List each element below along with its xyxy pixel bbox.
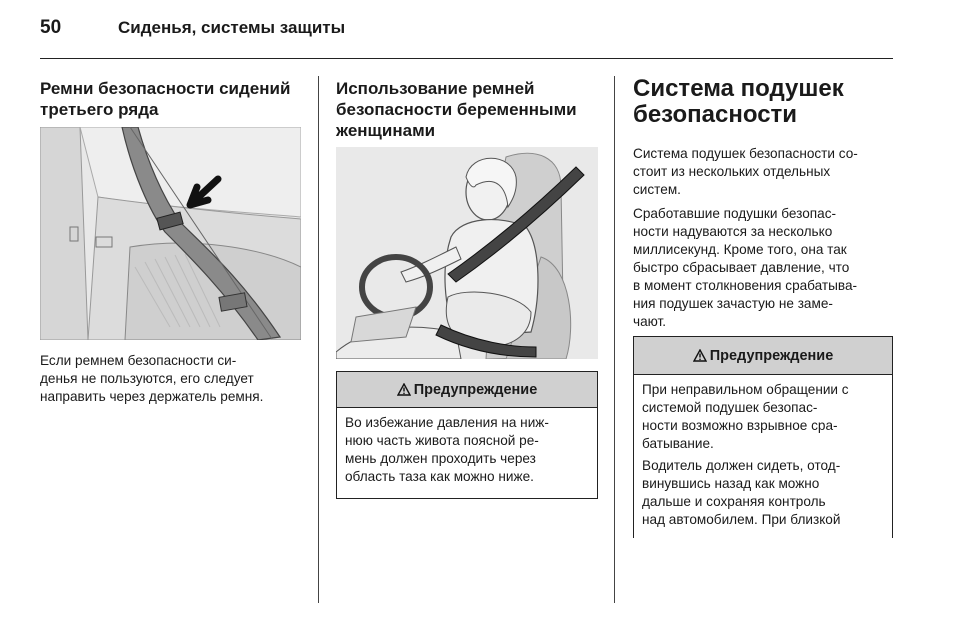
warning-line: Водитель должен сидеть, отод- (642, 458, 841, 473)
warning-line: системой подушек безопас- (642, 400, 818, 415)
heading-line: женщинами (336, 121, 436, 140)
text-line: Сработавшие подушки безопас- (633, 206, 837, 221)
warning-title: Предупреждение (709, 348, 834, 364)
warning-body (337, 408, 597, 486)
col2-heading (336, 78, 606, 141)
heading-line: третьего ряда (40, 100, 159, 119)
warning-line: батывание. (642, 436, 714, 451)
heading-line: Ремни безопасности сидений (40, 79, 291, 98)
pregnant-driver-drawing (336, 147, 598, 359)
text-line: систем. (633, 182, 681, 197)
text-line: стоит из нескольких отдельных (633, 164, 831, 179)
warning-line: мень должен проходить через (345, 451, 536, 466)
heading-line: Система подушек (633, 75, 844, 102)
warning-line: Во избежание давления на ниж- (345, 415, 549, 430)
warning-triangle-icon (693, 349, 707, 362)
warning-line: дальше и сохраняя контроль (642, 494, 826, 509)
page-number: 50 (40, 17, 62, 38)
text-line: быстро сбрасывает давление, что (633, 260, 850, 275)
seat-belt-holder-drawing (40, 127, 301, 340)
warning-header (634, 337, 892, 375)
col3-paragraph-1 (633, 145, 908, 199)
col3-paragraph-2 (633, 205, 908, 331)
running-title: Сиденья, системы защиты (118, 18, 346, 37)
seat-belt-holder-illustration (40, 127, 301, 340)
warning-line: область таза как можно ниже. (345, 469, 534, 484)
text-line: ния подушек зачастую не заме- (633, 296, 833, 311)
col2-warning-box (336, 371, 598, 499)
col3-warning-box (633, 336, 893, 538)
col3-heading (633, 76, 913, 128)
warning-line: При неправильном обращении с (642, 382, 849, 397)
warning-line: над автомобилем. При близкой (642, 512, 841, 527)
column-divider-1 (318, 76, 319, 603)
text-line: ности надуваются за несколько (633, 224, 833, 239)
heading-line: безопасности (633, 101, 798, 128)
header-rule (40, 58, 893, 59)
text-line: в момент столкновения срабатыва- (633, 278, 858, 293)
text-line: денья не пользуются, его следует (40, 371, 254, 386)
text-line: чают. (633, 314, 667, 329)
col1-heading (40, 78, 310, 120)
text-line: направить через держатель ремня. (40, 389, 264, 404)
text-line: Если ремнем безопасности си- (40, 353, 237, 368)
warning-line: винувшись назад как можно (642, 476, 820, 491)
warning-line: ности возможно взрывное сра- (642, 418, 838, 433)
warning-triangle-icon (397, 383, 411, 396)
col1-paragraph (40, 352, 310, 406)
warning-line: нюю часть живота поясной ре- (345, 433, 539, 448)
text-line: миллисекунд. Кроме того, она так (633, 242, 847, 257)
text-line: Система подушек безопасности со- (633, 146, 858, 161)
pregnant-driver-belt-illustration (336, 147, 598, 359)
heading-line: Использование ремней (336, 79, 535, 98)
column-divider-2 (614, 76, 615, 603)
warning-header (337, 372, 597, 408)
heading-line: безопасности беременными (336, 100, 577, 119)
warning-body (634, 375, 892, 529)
warning-title: Предупреждение (413, 382, 538, 398)
